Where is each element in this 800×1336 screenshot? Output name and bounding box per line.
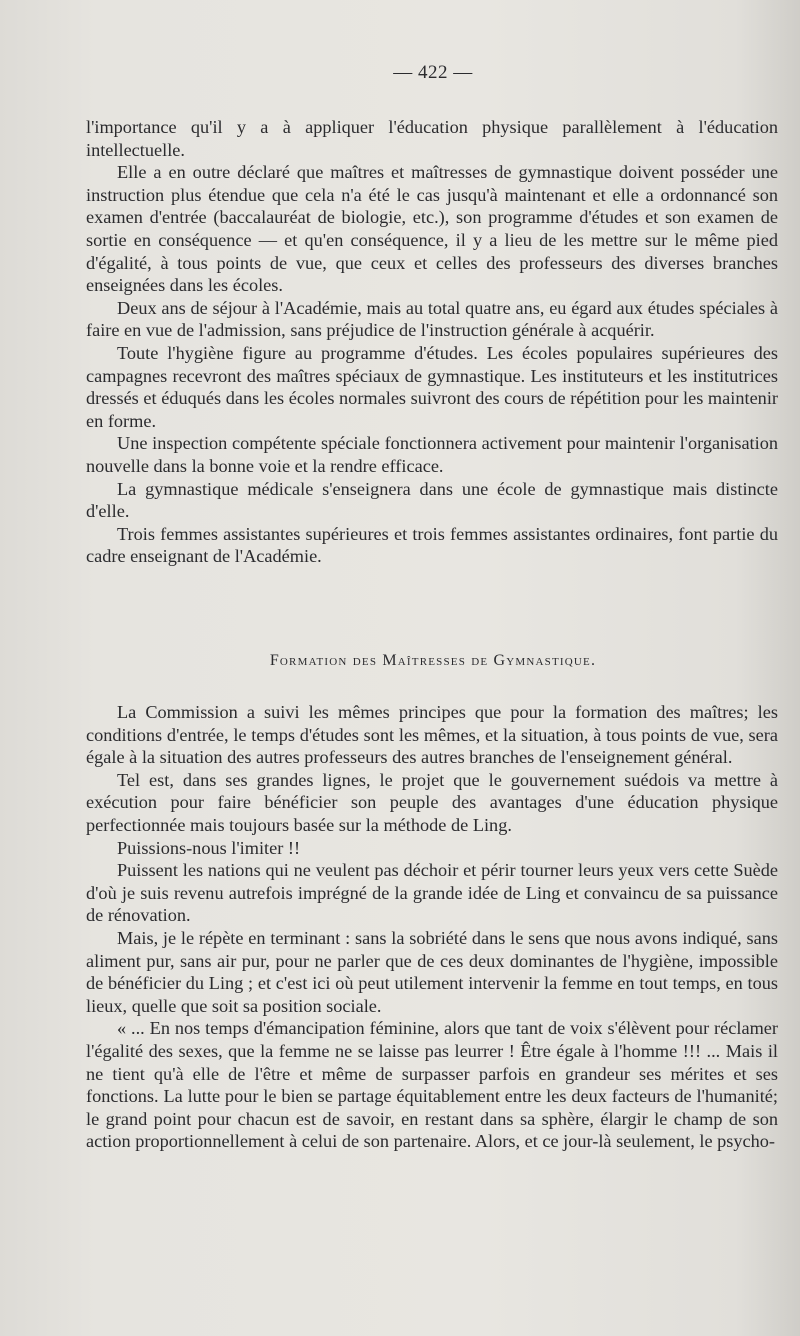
text-block-bottom [86,701,778,1153]
paragraph: Elle a en outre déclaré que maîtres et maîtresses de gymnastique doivent posséder une instruction plus étendue que cela n'a été le cas jusqu'à maintenant et elle a ordonnancé son examen d'entrée (baccalauréat de biologie, etc.), son programme d'études et son examen de sortie en conséquence — et qu'en conséquence, il y a lieu de les mettre sur le même pied d'égalité, à tous points de vue, que ceux et celles des professeurs des diverses branches enseignées dans les écoles. [86,162,778,296]
section-heading: Formation des Maîtresses de Gymnastique. [269,652,597,669]
paragraph: La gymnastique médicale s'enseignera dans une école de gymnastique mais distincte d'elle. [86,478,778,522]
paragraph: Tel est, dans ses grandes lignes, le projet que le gouvernement suédois va mettre à exécution pour faire bénéficier son peuple des avantages d'une éducation physique perfectionnée mais toujours basée sur la méthode de Ling. [86,769,778,835]
paragraph: Une inspection compétente spéciale fonctionnera activement pour maintenir l'organisation nouvelle dans la bonne voie et la rendre efficace. [86,433,778,476]
paragraph: Toute l'hygiène figure au programme d'études. Les écoles populaires supérieures des campagnes recevront des maîtres spéciaux de gymnastique. Les instituteurs et les institutrices dressés et éduqués dans les écoles normales suivront des cours de répétition pour les maintenir en forme. [86,342,778,431]
paragraph: Trois femmes assistantes supérieures et trois femmes assistantes ordinaires, font partie du cadre enseignant de l'Académie. [86,523,778,567]
paragraph: Puissions-nous l'imiter !! [117,837,301,858]
paragraph: Puissent les nations qui ne veulent pas déchoir et périr tourner leurs yeux vers cette Suède d'où je suis revenu autrefois imprégné de la grande idée de Ling et convaincu de sa puissance de rénovation. [86,860,778,926]
paragraph: « ... En nos temps d'émancipation féminine, alors que tant de voix s'élèvent pour réclamer l'égalité des sexes, que la femme ne se laisse pas leurrer ! Être égale à l'homme !!! ... Mais il ne tient qu'à elle de l'être et même de surpasser parfois en grandeur ses mérites et ses fonctions. La lutte pour le bien se partage équitablement entre les deux facteurs de l'humanité; le grand point pour chacun est de savoir, en restant dans sa sphère, élargir le champ de son action proportionnellement à celui de son partenaire. Alors, et ce jour-là seulement, le psycho- [86,1018,778,1152]
paragraph: Mais, je le répète en terminant : sans la sobriété dans le sens que nous avons indiqué, sans aliment pur, sans air pur, pour ne parler que de ces deux dominantes de l'hygiène, impossible de bénéficier du Ling ; et c'est ici où peut utilement intervenir la femme en tout temps, en tous lieux, quelle que soit sa position sociale. [86,927,778,1016]
text-block-top [86,116,778,568]
paragraph: Deux ans de séjour à l'Académie, mais au total quatre ans, eu égard aux études spéciales à faire en vue de l'admission, sans préjudice de l'instruction générale à acquérir. [86,297,778,341]
paragraph: La Commission a suivi les mêmes principes que pour la formation des maîtres; les conditions d'entrée, le temps d'études sont les mêmes, et la situation, à tous points de vue, sera égale à la situation des autres professeurs des autres branches de l'enseignement général. [86,702,778,768]
page-number: — 422 — [393,62,473,83]
paragraph: l'importance qu'il y a à appliquer l'éducation physique parallèlement à l'éducation intellectuelle. [86,117,778,160]
